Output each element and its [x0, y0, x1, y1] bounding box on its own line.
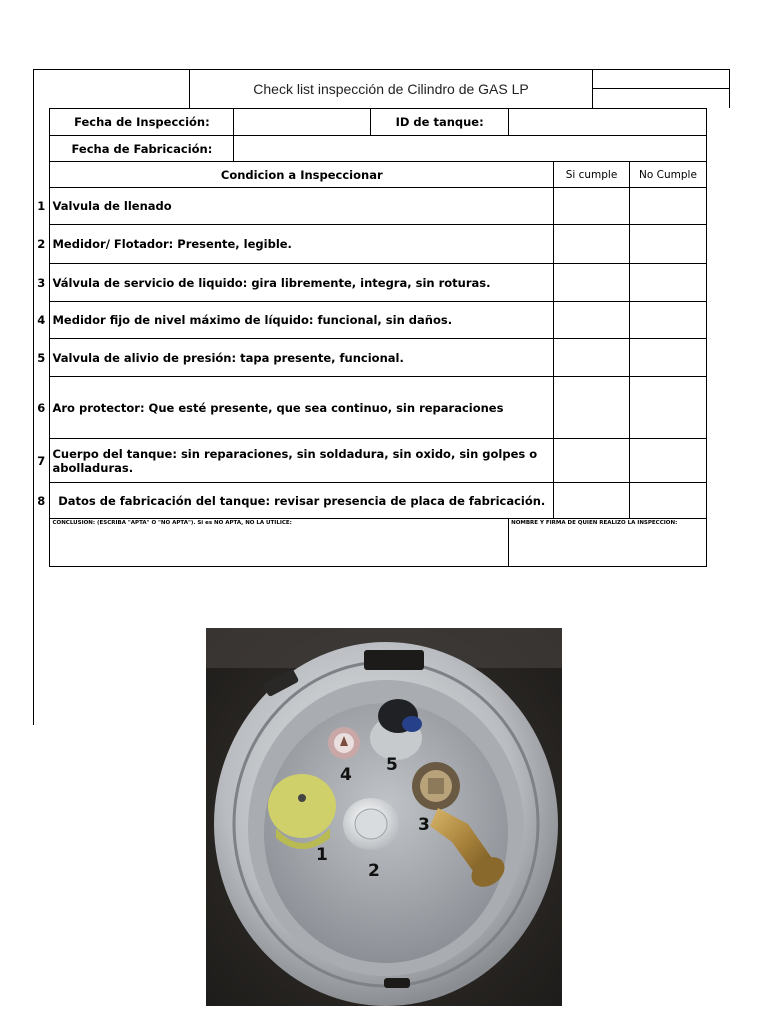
no-cumple-cell[interactable] — [629, 225, 706, 264]
no-cumple-cell[interactable] — [629, 264, 706, 302]
item-text: Cuerpo del tanque: sin reparaciones, sin soldadura, sin oxido, sin golpes o abolladuras. — [50, 439, 554, 483]
item-text: Medidor/ Flotador: Presente, legible. — [50, 225, 554, 264]
no-cumple-cell[interactable] — [629, 377, 706, 439]
table-row — [33, 302, 707, 339]
si-cumple-cell[interactable] — [554, 339, 630, 377]
no-cumple-cell[interactable] — [629, 439, 706, 483]
no-cumple-cell[interactable] — [629, 302, 706, 339]
cylinder-photo — [206, 628, 562, 1006]
si-cumple-cell[interactable] — [554, 377, 630, 439]
table-row — [33, 339, 707, 377]
header-inner-line — [592, 88, 730, 89]
item-number: 2 — [37, 237, 46, 251]
item-text: Válvula de servicio de liquido: gira libremente, integra, sin roturas. — [50, 264, 554, 302]
si-cumple-cell[interactable] — [554, 264, 630, 302]
no-cumple-cell[interactable] — [629, 339, 706, 377]
table-row — [33, 483, 707, 519]
item-number: 7 — [37, 453, 46, 468]
table-row — [33, 439, 707, 483]
fields-row-1 — [33, 109, 707, 136]
table-row — [33, 264, 707, 302]
id-tanque-field[interactable] — [509, 109, 707, 136]
photo-label-1: 1 — [316, 845, 328, 865]
si-cumple-cell[interactable] — [554, 439, 630, 483]
no-cumple-cell[interactable] — [629, 188, 706, 225]
fecha-fabricacion-label: Fecha de Fabricación: — [50, 136, 234, 162]
header-divider-2 — [592, 69, 593, 109]
item-text: Valvula de alivio de presión: tapa presente, funcional. — [50, 339, 554, 377]
document-title: Check list inspección de Cilindro de GAS LP — [253, 81, 529, 97]
item-text: Valvula de llenado — [50, 188, 554, 225]
fecha-inspeccion-field[interactable] — [234, 109, 371, 136]
si-cumple-header: Si cumple — [554, 162, 630, 188]
si-cumple-cell[interactable] — [554, 225, 630, 264]
filling-valve-cap — [268, 774, 336, 838]
condition-header: Condicion a Inspeccionar — [50, 162, 554, 188]
si-cumple-cell[interactable] — [554, 188, 630, 225]
fecha-fabricacion-field[interactable] — [234, 136, 707, 162]
table-row — [33, 377, 707, 439]
id-tanque-label: ID de tanque: — [371, 109, 509, 136]
photo-label-4: 4 — [340, 765, 352, 785]
photo-label-3: 3 — [418, 815, 430, 835]
item-text: Aro protector: Que esté presente, que sea continuo, sin reparaciones — [50, 377, 554, 439]
item-text: Datos de fabricación del tanque: revisar presencia de placa de fabricación. — [50, 483, 554, 519]
item-number: 1 — [37, 199, 46, 213]
firma-field[interactable]: NOMBRE Y FIRMA DE QUIEN REALIZO LA INSPECCION: — [509, 519, 707, 567]
no-cumple-cell[interactable] — [629, 483, 706, 519]
conclusion-field[interactable]: CONCLUSION: (ESCRIBA "APTA" O "NO APTA"). Si es NO APTA, NO LA UTILICE: — [50, 519, 509, 567]
photo-label-5: 5 — [386, 755, 398, 775]
item-number: 5 — [37, 350, 46, 365]
item-number: 8 — [37, 493, 46, 508]
item-number: 4 — [37, 313, 46, 327]
photo-label-2: 2 — [368, 861, 380, 881]
item-text: Medidor fijo de nivel máximo de líquido: funcional, sin daños. — [50, 302, 554, 339]
table-header-row — [33, 162, 707, 188]
si-cumple-cell[interactable] — [554, 302, 630, 339]
si-cumple-cell[interactable] — [554, 483, 630, 519]
item-number: 6 — [37, 400, 46, 415]
table-row — [33, 188, 707, 225]
conclusion-row — [33, 519, 707, 567]
fecha-inspeccion-label: Fecha de Inspección: — [50, 109, 234, 136]
checklist-table — [33, 108, 707, 567]
table-row — [33, 225, 707, 264]
fields-row-2 — [33, 136, 707, 162]
no-cumple-header: No Cumple — [629, 162, 706, 188]
item-number: 3 — [37, 275, 46, 290]
